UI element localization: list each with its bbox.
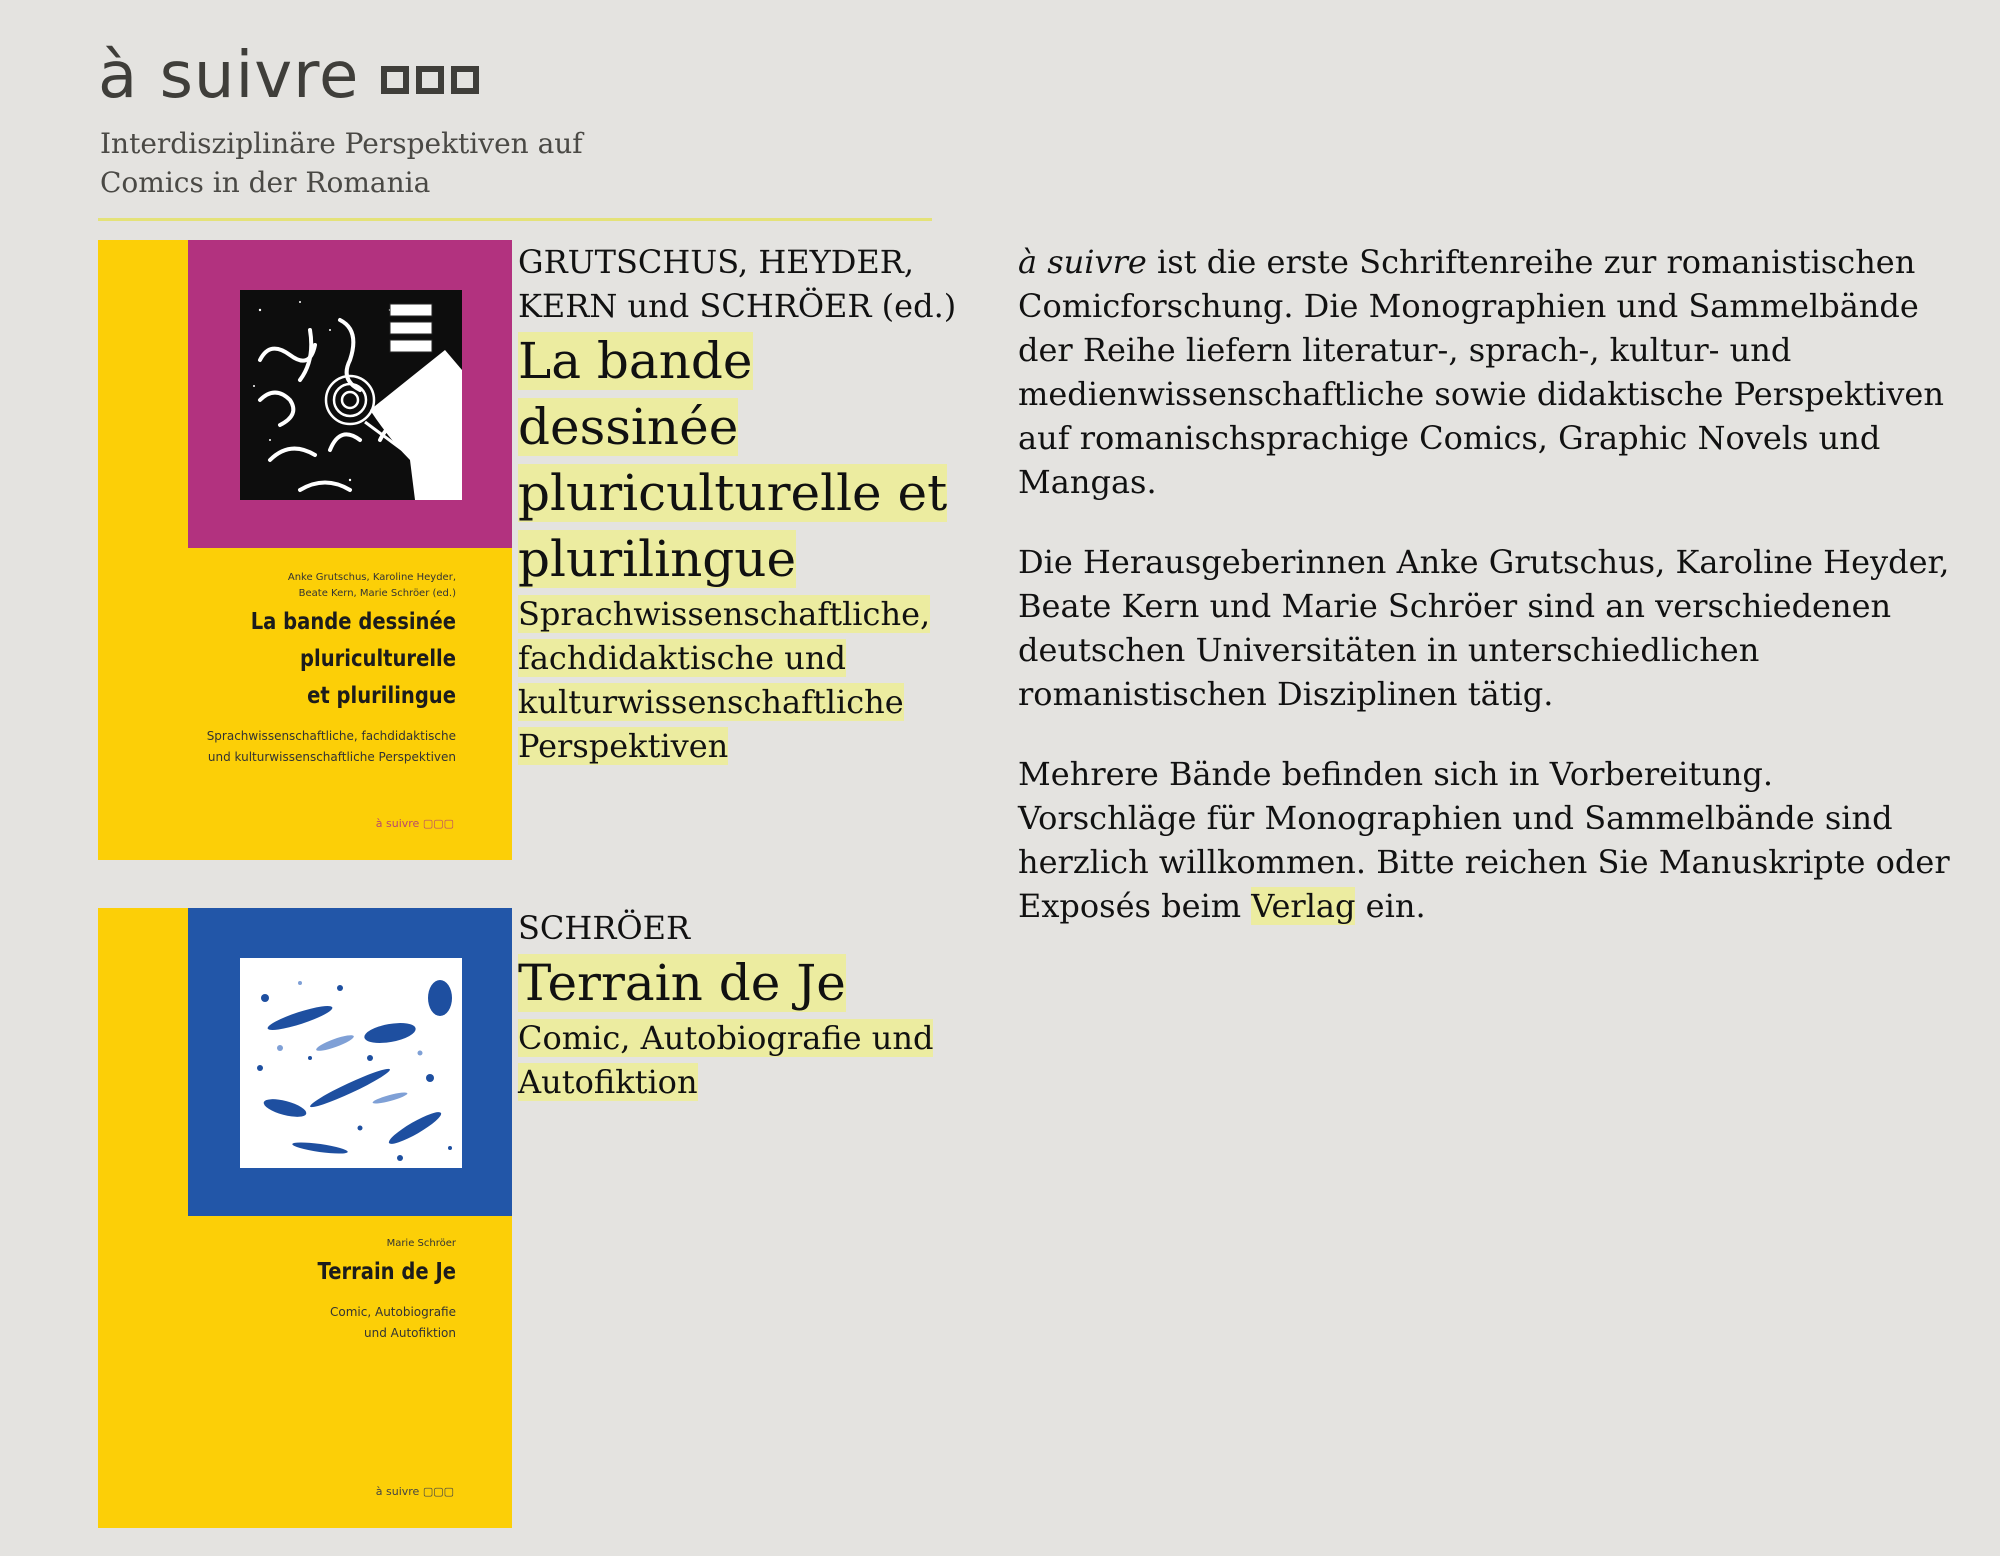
book-title-link[interactable]: Terrain de Je (518, 954, 846, 1012)
book-entry-terrain-de-je (518, 906, 978, 1104)
description-paragraph-2: Die Herausgeberinnen Anke Grutschus, Karoline Heyder, Beate Kern und Marie Schröer sind an verschiedenen deutschen Universitäten in unterschiedlichen romanistischen Disziplinen tätig. (1018, 543, 1950, 713)
series-description (1018, 240, 1958, 964)
cover-authors: Anke Grutschus, Karoline Heyder, Beate Kern, Marie Schröer (ed.) (287, 572, 456, 599)
tagline-line-2: Comics in der Romania (100, 166, 431, 199)
cover-series-logo: à suivre ▢▢▢ (375, 1485, 454, 1498)
book-title-link[interactable]: La bande dessinée pluriculturelle et plurilingue (518, 332, 948, 588)
cover-title: Terrain de Je (317, 1259, 456, 1285)
cover-subtitle: Comic, Autobiografie und Autofiktion (330, 1305, 456, 1340)
book-cover-bande-dessinee[interactable] (98, 240, 512, 860)
tagline-line-1: Interdisziplinäre Perspektiven auf (100, 127, 583, 160)
cover-art-frame (188, 908, 512, 1216)
book-entry-bande-dessinee (518, 240, 978, 768)
cover-illustration-calligraphy (240, 290, 462, 500)
logo-wordmark: à suivre (98, 39, 360, 113)
header-divider (98, 218, 932, 221)
series-logo[interactable] (98, 39, 479, 113)
description-paragraph-1: à suivre ist die erste Schriftenreihe zur romanistischen Comicforschung. Die Monographien und Sammelbände der Reihe liefern literatur-, sprach-, kultur- und medienwissenschaftliche sowie didaktische Perspektiven auf romanischsprachige Comics, Graphic Novels und Mangas. (1018, 243, 1944, 501)
description-paragraph-3: Mehrere Bände befinden sich in Vorbereitung. Vorschläge für Monographien und Sammelbände sind herzlich willkommen. Bitte reichen Sie Manuskripte oder Exposés beim Verlag ein. (1018, 755, 1950, 925)
book-subtitle-link[interactable]: Comic, Autobiografie und Autofiktion (518, 1019, 934, 1101)
series-tagline (100, 124, 583, 202)
book-subtitle-link[interactable]: Sprachwissenschaftliche, fachdidaktische und kulturwissenschaftliche Perspektiven (518, 595, 931, 765)
logo-boxes-icon (381, 66, 479, 94)
cover-art-frame (188, 240, 512, 548)
cover-subtitle: Sprachwissenschaftliche, fachdidaktische und kulturwissenschaftliche Perspektiven (206, 729, 456, 764)
book-cover-terrain-de-je[interactable] (98, 908, 512, 1528)
book-authors: GRUTSCHUS, HEYDER, KERN und SCHRÖER (ed.) (518, 243, 957, 325)
book-authors: SCHRÖER (518, 909, 691, 947)
cover-title: La bande dessinée pluriculturelle et plurilingue (250, 609, 456, 709)
series-name: à suivre (1018, 243, 1147, 281)
cover-illustration-ink-splashes (240, 958, 462, 1168)
cover-series-logo: à suivre ▢▢▢ (375, 817, 454, 830)
publisher-link[interactable]: Verlag (1251, 887, 1356, 925)
cover-authors: Marie Schröer (386, 1238, 456, 1249)
